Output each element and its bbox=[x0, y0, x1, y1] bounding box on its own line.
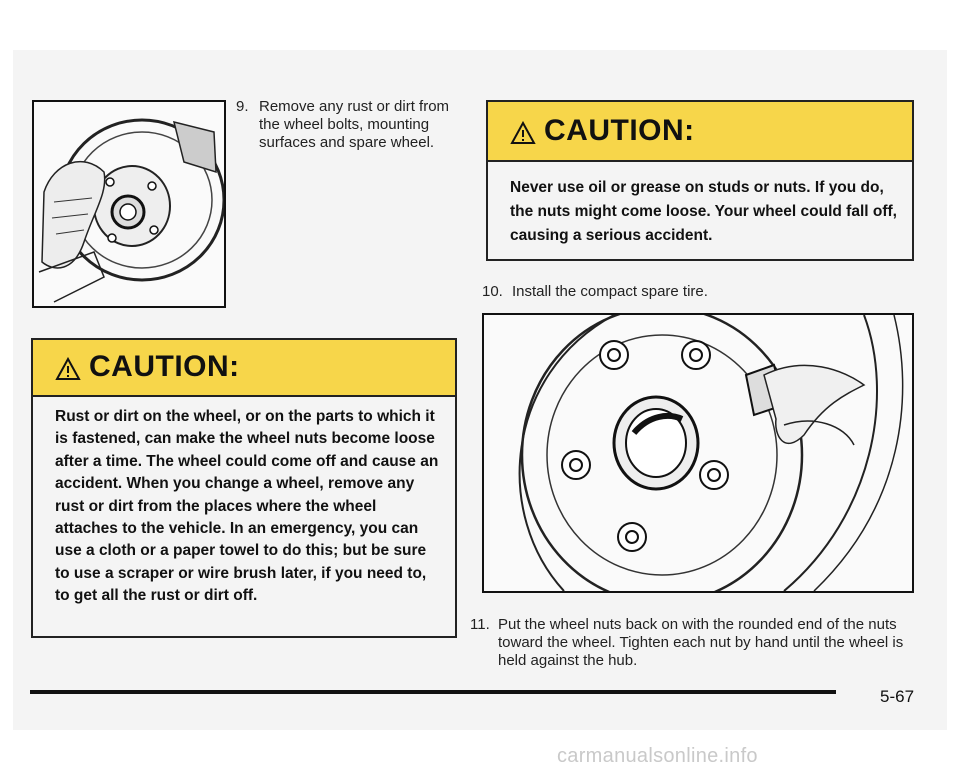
footer-rule bbox=[30, 690, 836, 694]
step-number: 10. bbox=[482, 283, 503, 300]
caution-body: Never use oil or grease on studs or nuts. If you do, the nuts might come loose. Your wheel could fall off, causing a serious accident. bbox=[510, 179, 897, 244]
page-number: 5-67 bbox=[880, 687, 915, 706]
step-text: Put the wheel nuts back on with the rounded end of the nuts toward the wheel. Tighten each nut by hand until the wheel is held against the hub. bbox=[498, 616, 904, 669]
caution-body: Rust or dirt on the wheel, or on the parts to which it is fastened, can make the wheel nuts become loose after a time. The wheel could come off and cause an accident. When you change a wheel, remove any rust or dirt from the places where the wheel attaches to the vehicle. In an emergency, you can use a cloth or a paper towel to do this; but be sure to use a scraper or wire brush later, if you need to, to get all the rust or dirt off. bbox=[55, 408, 439, 605]
step-10 bbox=[482, 283, 902, 305]
step-number: 11. bbox=[470, 616, 490, 633]
warning-triangle-icon bbox=[55, 355, 81, 379]
step-9 bbox=[236, 98, 466, 178]
site-watermark: carmanualsonline.info bbox=[557, 745, 758, 767]
caution-title-text: CAUTION: bbox=[544, 114, 695, 147]
caution-title-text: CAUTION: bbox=[89, 350, 240, 383]
step-text: Remove any rust or dirt from the wheel bolts, mounting surfaces and spare wheel. bbox=[259, 98, 450, 151]
step-text: Install the compact spare tire. bbox=[512, 283, 708, 300]
caution-title bbox=[55, 350, 240, 384]
step-11 bbox=[470, 616, 920, 676]
hub-cleaning-illustration bbox=[32, 100, 226, 308]
spare-tire-install-illustration bbox=[482, 313, 914, 593]
caution-box-rust-dirt bbox=[31, 338, 457, 638]
caution-box-oil-grease bbox=[486, 100, 914, 261]
step-number: 9. bbox=[236, 98, 249, 115]
caution-title bbox=[510, 114, 695, 148]
warning-triangle-icon bbox=[510, 119, 536, 143]
